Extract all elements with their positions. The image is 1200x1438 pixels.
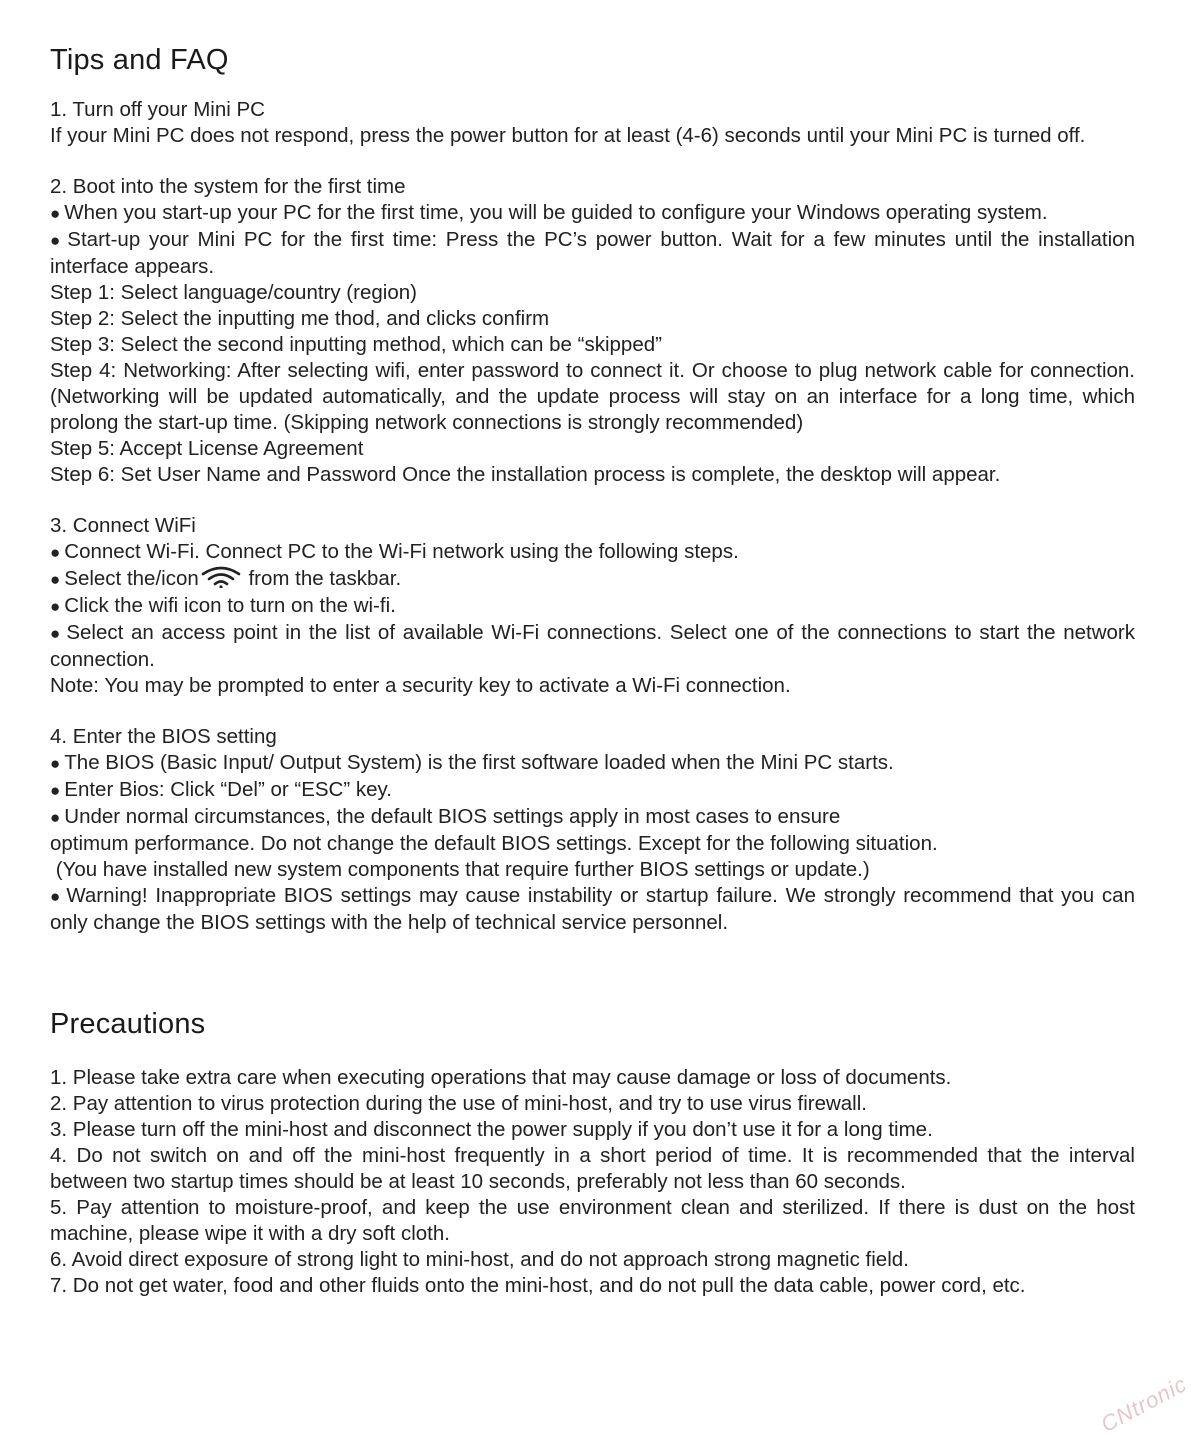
section-boot (50, 174, 1135, 488)
list-item: 4. Do not switch on and off the mini-host frequently in a short period of time. It is recommended that the interval between two startup times should be at least 10 seconds, preferably not less than 60 seconds. (50, 1144, 1135, 1193)
list-item: 6. Avoid direct exposure of strong light to mini-host, and do not approach strong magnetic field. (50, 1248, 909, 1271)
wifi-icon (199, 566, 243, 588)
bullet-item: ● Under normal circumstances, the default BIOS settings apply in most cases to ensure (50, 804, 1135, 831)
section-bios (50, 724, 1135, 936)
bullet-item: ● Click the wifi icon to turn on the wi-fi. (50, 593, 1135, 620)
note: Note: You may be prompted to enter a security key to activate a Wi-Fi connection. (50, 674, 791, 697)
bullet-text: Select the/icon (64, 567, 199, 590)
paragraph: (You have installed new system components that require further BIOS settings or update.) (50, 858, 870, 881)
section-turn-off (50, 97, 1135, 149)
list-item: 5. Pay attention to moisture-proof, and keep the use environment clean and sterilized. If there is dust on the host machine, please wipe it with a dry soft cloth. (50, 1196, 1135, 1245)
bullet-item: ● Connect Wi-Fi. Connect PC to the Wi-Fi network using the following steps. (50, 539, 1135, 566)
bullet-item: ● Select an access point in the list of available Wi-Fi connections. Select one of the connections to start the network connection. (50, 620, 1135, 673)
precautions-title: Precautions (50, 1008, 206, 1040)
section-heading: 1. Turn off your Mini PC (50, 98, 265, 121)
bullet-item: ● The BIOS (Basic Input/ Output System) is the first software loaded when the Mini PC starts. (50, 750, 1135, 777)
step-item: Step 2: Select the inputting me thod, and clicks confirm (50, 307, 550, 330)
precautions-list (50, 1065, 1135, 1299)
step-item: Step 6: Set User Name and Password Once the installation process is complete, the desktop will appear. (50, 463, 1001, 486)
step-item: Step 3: Select the second inputting method, which can be “skipped” (50, 333, 662, 356)
section-heading: 4. Enter the BIOS setting (50, 725, 277, 748)
document-page (50, 44, 1135, 1299)
bullet-item: ● Warning! Inappropriate BIOS settings may cause instability or startup failure. We strongly recommend that you can only change the BIOS settings with the help of technical service personnel. (50, 883, 1135, 936)
bullet-item: ● When you start-up your PC for the first time, you will be guided to configure your Windows operating system. (50, 200, 1135, 227)
list-item: 2. Pay attention to virus protection during the use of mini-host, and try to use virus firewall. (50, 1092, 867, 1115)
section-heading: 3. Connect WiFi (50, 514, 196, 537)
step-item: Step 1: Select language/country (region) (50, 281, 417, 304)
step-item: Step 5: Accept License Agreement (50, 437, 364, 460)
bullet-text: from the taskbar. (242, 567, 402, 590)
tips-title: Tips and FAQ (50, 44, 229, 76)
list-item: 3. Please turn off the mini-host and disconnect the power supply if you don’t use it for a long time. (50, 1118, 933, 1141)
paragraph: If your Mini PC does not respond, press the power button for at least (4-6) seconds until your Mini PC is turned off. (50, 124, 1086, 147)
paragraph: optimum performance. Do not change the default BIOS settings. Except for the following situation. (50, 832, 938, 855)
section-wifi (50, 513, 1135, 699)
step-item: Step 4: Networking: After selecting wifi, enter password to connect it. Or choose to plug network cable for connection. (Networking will be updated automatically, and the update process will stay on an interface for a long time, which prolong the start-up time. (Skipping network connections is strongly recommended) (50, 359, 1135, 434)
list-item: 7. Do not get water, food and other fluids onto the mini-host, and do not pull the data cable, power cord, etc. (50, 1274, 1026, 1297)
list-item: 1. Please take extra care when executing operations that may cause damage or loss of documents. (50, 1066, 952, 1089)
section-heading: 2. Boot into the system for the first time (50, 175, 406, 198)
watermark-logo: CNtronic (1097, 1371, 1192, 1438)
bullet-item: ● Start-up your Mini PC for the first time: Press the PC’s power button. Wait for a few minutes until the installation interface appears. (50, 227, 1135, 280)
bullet-item-select-icon (50, 566, 1135, 593)
bullet-item: ● Enter Bios: Click “Del” or “ESC” key. (50, 777, 1135, 804)
